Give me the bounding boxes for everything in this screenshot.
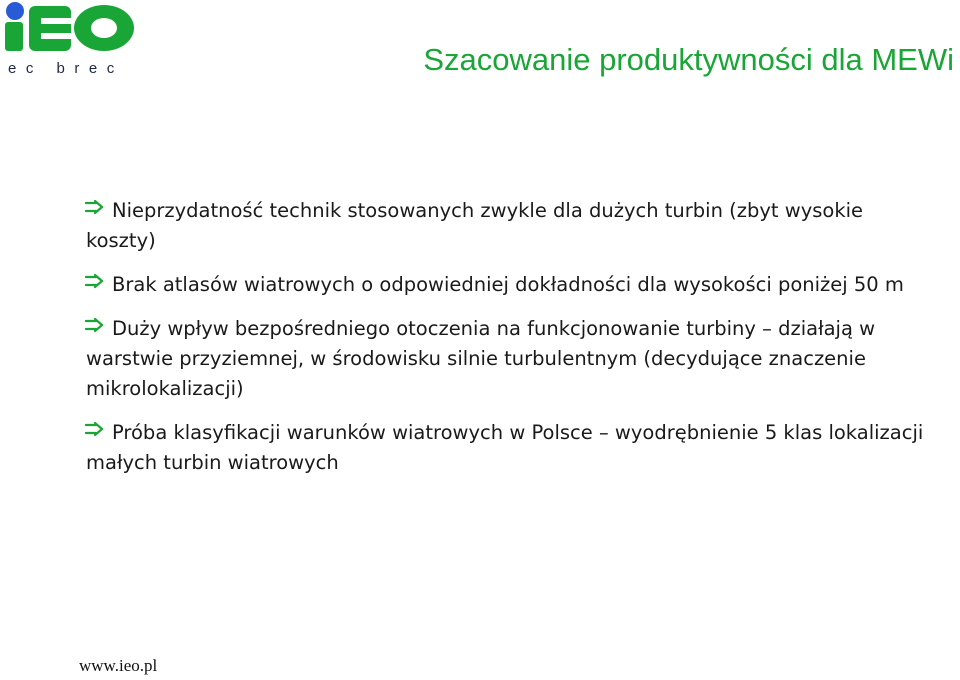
bullet-item <box>86 418 936 478</box>
bullet-item <box>86 270 936 300</box>
bullet-text: Nieprzydatność technik stosowanych zwykle dla dużych turbin (zbyt wysokie koszty) <box>86 199 864 252</box>
slide-title: Szacowanie produktywności dla MEWi <box>423 42 954 77</box>
ieo-logo-mark <box>0 0 140 60</box>
bullet-item <box>86 314 936 404</box>
bullet-list <box>86 196 936 492</box>
bullet-item <box>86 196 936 256</box>
footer-url: www.ieo.pl <box>79 656 158 675</box>
arrow-right-icon <box>82 317 104 333</box>
ieo-logo <box>0 0 140 84</box>
bullet-text: Brak atlasów wiatrowych o odpowiedniej dokładności dla wysokości poniżej 50 m <box>112 273 904 296</box>
arrow-right-icon <box>82 199 104 215</box>
arrow-right-icon <box>82 421 104 437</box>
bullet-text: Próba klasyfikacji warunków wiatrowych w Polsce – wyodrębnienie 5 klas lokalizacji małych turbin wiatrowych <box>86 421 924 474</box>
logo-subtitle: ec brec <box>8 60 124 77</box>
bullet-text: Duży wpływ bezpośredniego otoczenia na funkcjonowanie turbiny – działają w warstwie przyziemnej, w środowisku silnie turbulentnym (decydujące znaczenie mikrolokalizacji) <box>86 317 876 400</box>
arrow-right-icon <box>82 273 104 289</box>
